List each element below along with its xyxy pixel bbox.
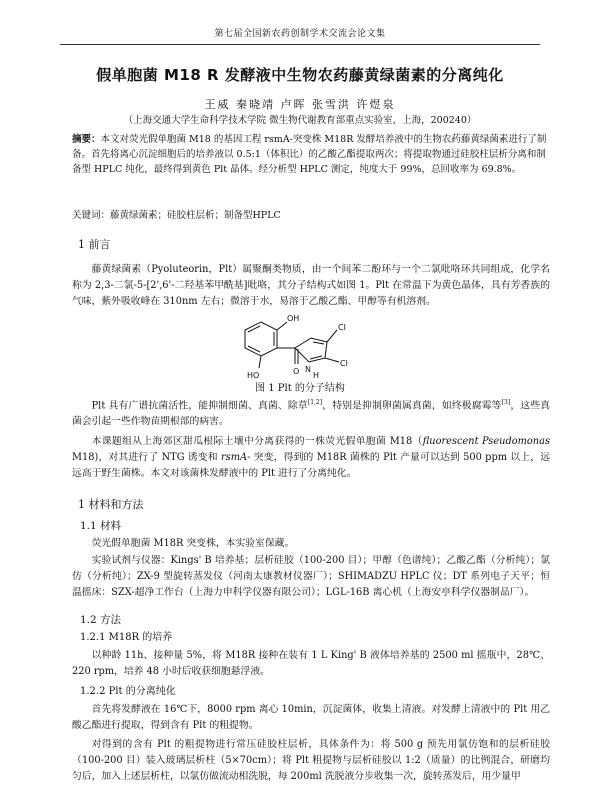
- citation-2: [3]: [501, 399, 511, 406]
- subsection-materials: 1.1 材料: [80, 520, 122, 532]
- label-chlorine-2: Cl: [340, 359, 348, 368]
- subsection-purification: 1.2.2 Plt 的分离纯化: [80, 686, 176, 697]
- running-header: 第七届全国新农药创制学术交流会论文集: [60, 28, 540, 45]
- keywords-label: 关键词：: [72, 210, 111, 221]
- purification-paragraph-1: 首先将发酵液在 16℃下，8000 rpm 离心 10min，沉淀菌体，收集上清液。对发酵上清液中的 Plt 用乙酸乙酯进行提取，得到含有 Plt 的粗提物。: [72, 704, 550, 731]
- p2-text-a: Plt 具有广谱抗菌活性，能抑制细菌、真菌、除草: [91, 400, 308, 412]
- p3-text-b: M18)，对其进行了 NTG 诱变和: [72, 451, 222, 463]
- p3-text-c: - 突变，得到的 M18R 菌株的 Plt 产量可以达到 500 ppm 以上，远远高于野生菌株。本文对该菌株发酵液中的 Plt 进行了分离纯化。: [72, 451, 550, 479]
- abstract-label: 摘要：: [72, 134, 101, 145]
- gene-name: rsmA: [221, 451, 248, 463]
- materials-paragraph-2: 实验试剂与仪器：Kings' B 培养基；层析硅胶（100-200 目）；甲醇（色谱纯）；乙酸乙酯（分析纯）；氯仿（分析纯）；ZX-9 型旋转蒸发仪（河南太康教材仪器厂）；SHIMADZU HPLC 仪；DT 系列电子天平；恒温摇床：SZX-超净工作台（上海力申科学仪器有限公司）；LGL-16B 离心机（上海安亭科学仪器制品厂）。: [72, 555, 550, 598]
- citation-1: [1,2]: [307, 399, 323, 406]
- species-name: fluorescent Pseudomonas: [422, 436, 550, 447]
- intro-paragraph-2: [72, 398, 550, 430]
- p2-text-b: ，特别是抑制卵菌属真菌，如终极腐霉等: [322, 400, 502, 412]
- section-heading-intro: 1 前言: [78, 238, 111, 251]
- keywords-text: 藤黄绿菌素；硅胶柱层析；制备型HPLC: [110, 210, 281, 221]
- figure-caption: 图 1 Plt 的分子结构: [255, 383, 345, 394]
- keywords: [72, 209, 550, 224]
- abstract: [72, 132, 550, 178]
- abstract-text: 本文对荧光假单胞菌 M18 的基因工程 rsmA-突变株 M18R 发酵培养液中的生物农药藤黄绿菌素进行了制备。首先将离心沉淀细胞后的培养液以 0.5:1（体积比）的乙酸乙酯提取两次；将提取物通过硅胶柱层析分离和制备型 HPLC 纯化，最终得到黄色 Plt 晶体。经分析型 HPLC 测定，纯度大于 99%，总回收率为 69.8%。: [72, 134, 547, 176]
- benzene-ring: [245, 322, 277, 356]
- oh-bond-top: [277, 322, 287, 330]
- label-oh-top: OH: [287, 314, 300, 323]
- label-ho-bottom: HO: [247, 371, 260, 380]
- p3-text-a: 本课题组从上海郊区甜瓜根际土壤中分离获得的一株荧光假单胞菌 M18（: [91, 436, 423, 447]
- label-hydrogen: H: [313, 371, 320, 380]
- paper-title: 假单胞菌 M18 R 发酵液中生物农药藤黄绿菌素的分离纯化: [96, 66, 504, 84]
- culture-paragraph: 以种龄 11h、接种量 5%，将 M18R 接种在装有 1 L King' B 液体培养基的 2500 ml 摇瓶中，28℃、220 rpm，培养 48 小时后收获细胞悬浮液。: [72, 650, 550, 677]
- p2-text-c: ，这些真菌会引起一些作物苗期根部的病害。: [72, 400, 551, 428]
- subsection-methods: 1.2 方法: [80, 614, 122, 626]
- label-nitrogen: N: [305, 365, 311, 374]
- subsection-culture: 1.2.1 M18R 的培养: [80, 632, 173, 643]
- label-chlorine-1: Cl: [338, 323, 346, 332]
- affiliation: （上海交通大学生命科学技术学院 微生物代谢教育部重点实验室，上海，200240）: [123, 115, 477, 126]
- intro-paragraph-1: 藤黄绿菌素（Pyoluteorin，Plt）属聚酮类物质，由一个间苯二酚环与一个二氯吡咯环共同组成，化学名称为 2,3-二氯-5-[2',6'-二羟基苯甲酰基]吡咯，其分子结构式如图 1。Plt 在常温下为黄色晶体，具有芳香族的气味，紫外吸收峰在 310nm 左右；微溶于水，易溶于乙酸乙酯、甲醇等有机溶剂。: [72, 264, 550, 307]
- intro-paragraph-3: [72, 434, 550, 482]
- cl-bond-2: [325, 358, 339, 362]
- cl-bond-1: [327, 330, 337, 342]
- molecule-structure-figure: [215, 312, 395, 384]
- section-heading-methods: 1 材料和方法: [78, 498, 144, 511]
- label-oxygen: O: [293, 367, 300, 376]
- authors: 王威 秦晓靖 卢晖 张雪洪 许煜泉: [204, 98, 396, 111]
- purification-paragraph-2: 对得到的含有 Plt 的粗提物进行常压硅胶柱层析，具体条件为：将 500 g 预先用氯仿饱和的层析硅胶（100-200 目）装入玻璃层析柱（5×70cm）；将 Plt 粗提物与层析硅胶以 1:2（质量）的比例混合，研磨均匀后，加入上述层析柱，以氯仿做流动相洗脱，每 200ml 洗脱液分步收集一次，旋转蒸发后，用少量甲: [72, 739, 550, 782]
- materials-paragraph-1: 荧光假单胞菌 M18R 突变株，本实验室保藏。: [91, 538, 295, 549]
- oh-bond-bottom: [259, 356, 261, 368]
